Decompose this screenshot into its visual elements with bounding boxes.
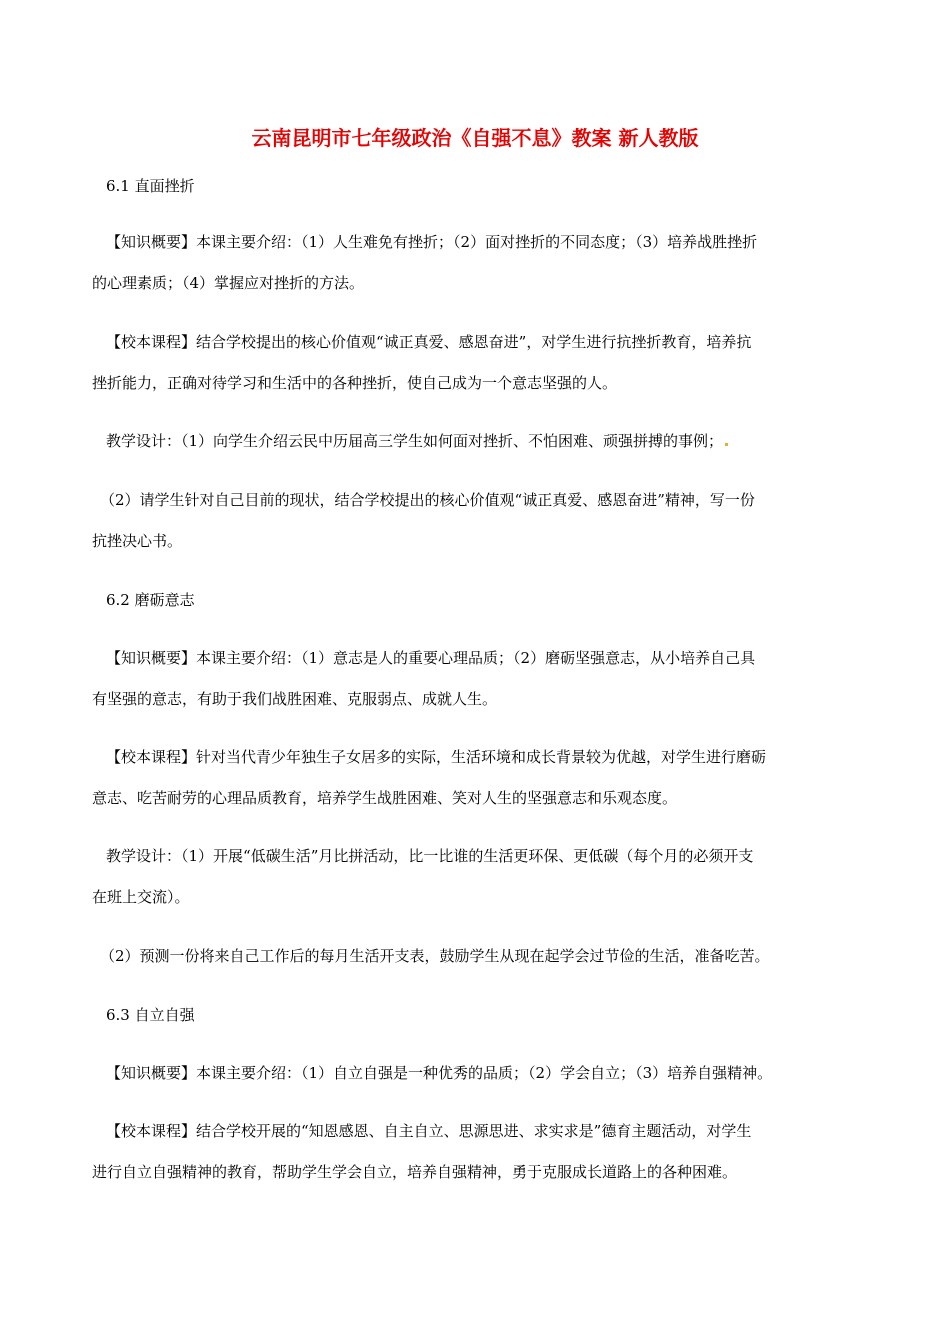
school-course-line: 【校本课程】针对当代青少年独生子女居多的实际，生活环境和成长背景较为优越，对学生进行磨砺 [106, 748, 767, 766]
mark-dot [725, 443, 728, 446]
teaching-design-line [106, 431, 728, 451]
knowledge-summary-line: 的心理素质；（4）掌握应对挫折的方法。 [92, 274, 365, 292]
school-course-line: 挫折能力，正确对待学习和生活中的各种挫折，使自己成为一个意志坚强的人。 [92, 374, 618, 392]
school-course-line: 进行自立自强精神的教育，帮助学生学会自立，培养自强精神，勇于克服成长道路上的各种困难。 [92, 1163, 738, 1181]
teaching-design-line: 抗挫决心书。 [92, 532, 183, 550]
section-heading: 6.2 磨砺意志 [106, 591, 195, 609]
knowledge-summary-line: 【知识概要】本课主要介绍：（1）意志是人的重要心理品质；（2）磨砺坚强意志，从小培养自己具 [106, 649, 756, 667]
section-heading: 6.3 自立自强 [106, 1006, 195, 1024]
school-course-line: 意志、吃苦耐劳的心理品质教育，培养学生战胜困难、笑对人生的坚强意志和乐观态度。 [92, 789, 678, 807]
teaching-design-line: （2）请学生针对自己目前的现状，结合学校提出的核心价值观“诚正真爱、感恩奋进”精神，写一份 [100, 491, 755, 509]
knowledge-summary-line: 有坚强的意志，有助于我们战胜困难、克服弱点、成就人生。 [92, 690, 498, 708]
knowledge-summary-line: 【知识概要】本课主要介绍：（1）自立自强是一种优秀的品质；（2）学会自立；（3）培养自强精神。 [106, 1064, 773, 1082]
knowledge-summary-line: 【知识概要】本课主要介绍：（1）人生难免有挫折；（2）面对挫折的不同态度；（3）培养战胜挫折 [106, 233, 758, 251]
teaching-design-line: 教学设计：（1）开展“低碳生活”月比拼活动，比一比谁的生活更环保、更低碳（每个月的必须开支 [106, 847, 754, 865]
teaching-design-line: （2）预测一份将来自己工作后的每月生活开支表，鼓励学生从现在起学会过节俭的生活，准备吃苦。 [100, 947, 770, 965]
document-title: 云南昆明市七年级政治《自强不息》教案 新人教版 [251, 126, 699, 150]
teaching-design-text: 教学设计：（1）向学生介绍云民中历届高三学生如何面对挫折、不怕困难、顽强拼搏的事例； [106, 432, 724, 450]
school-course-line: 【校本课程】结合学校提出的核心价值观“诚正真爱、感恩奋进”，对学生进行抗挫折教育，培养抗 [106, 333, 752, 351]
school-course-line: 【校本课程】结合学校开展的“知恩感恩、自主自立、思源思进、求实求是”德育主题活动，对学生 [106, 1122, 752, 1140]
section-heading: 6.1 直面挫折 [106, 177, 195, 195]
teaching-design-line: 在班上交流）。 [92, 888, 190, 906]
